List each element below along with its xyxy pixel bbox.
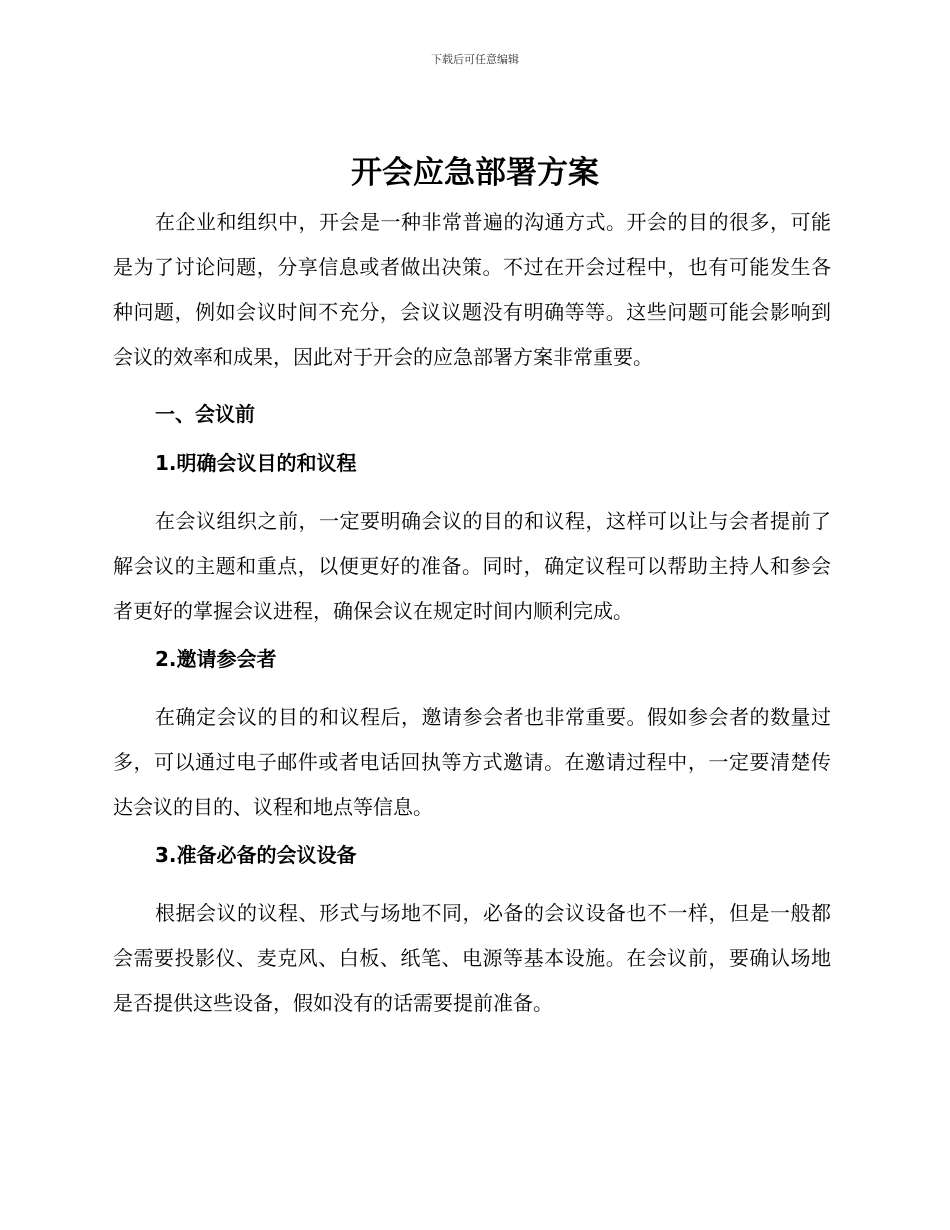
subsection-heading-purpose-agenda: 1.明确会议目的和议程 (155, 451, 357, 475)
subsection-heading-meeting-equipment: 3.准备必备的会议设备 (155, 843, 357, 867)
subsection-paragraph-meeting-equipment: 根据会议的议程、形式与场地不同，必备的会议设备也不一样，但是一般都会需要投影仪、麦克风、白板、纸笔、电源等基本设施。在会议前，要确认场地是否提供这些设备，假如没有的话需要提前准备。 (113, 901, 831, 1015)
section-heading-before-meeting: 一、会议前 (155, 402, 255, 426)
document-title: 开会应急部署方案 (351, 155, 599, 191)
subsection-paragraph-purpose-agenda: 在会议组织之前，一定要明确会议的目的和议程，这样可以让与会者提前了解会议的主题和重点，以便更好的准备。同时，确定议程可以帮助主持人和参会者更好的掌握会议进程，确保会议在规定时间内顺利完成。 (113, 509, 831, 623)
intro-paragraph: 在企业和组织中，开会是一种非常普遍的沟通方式。开会的目的很多，可能是为了讨论问题，分享信息或者做出决策。不过在开会过程中，也有可能发生各种问题，例如会议时间不充分，会议议题没有明确等等。这些问题可能会影响到会议的效率和成果，因此对于开会的应急部署方案非常重要。 (113, 210, 831, 369)
subsection-heading-invite-attendees: 2.邀请参会者 (155, 647, 277, 671)
document-body (113, 200, 831, 1026)
subsection-paragraph-invite-attendees: 在确定会议的目的和议程后，邀请参会者也非常重要。假如参会者的数量过多，可以通过电子邮件或者电话回执等方式邀请。在邀请过程中，一定要清楚传达会议的目的、议程和地点等信息。 (113, 705, 831, 819)
page-header-note: 下载后可任意编辑 (431, 53, 519, 66)
